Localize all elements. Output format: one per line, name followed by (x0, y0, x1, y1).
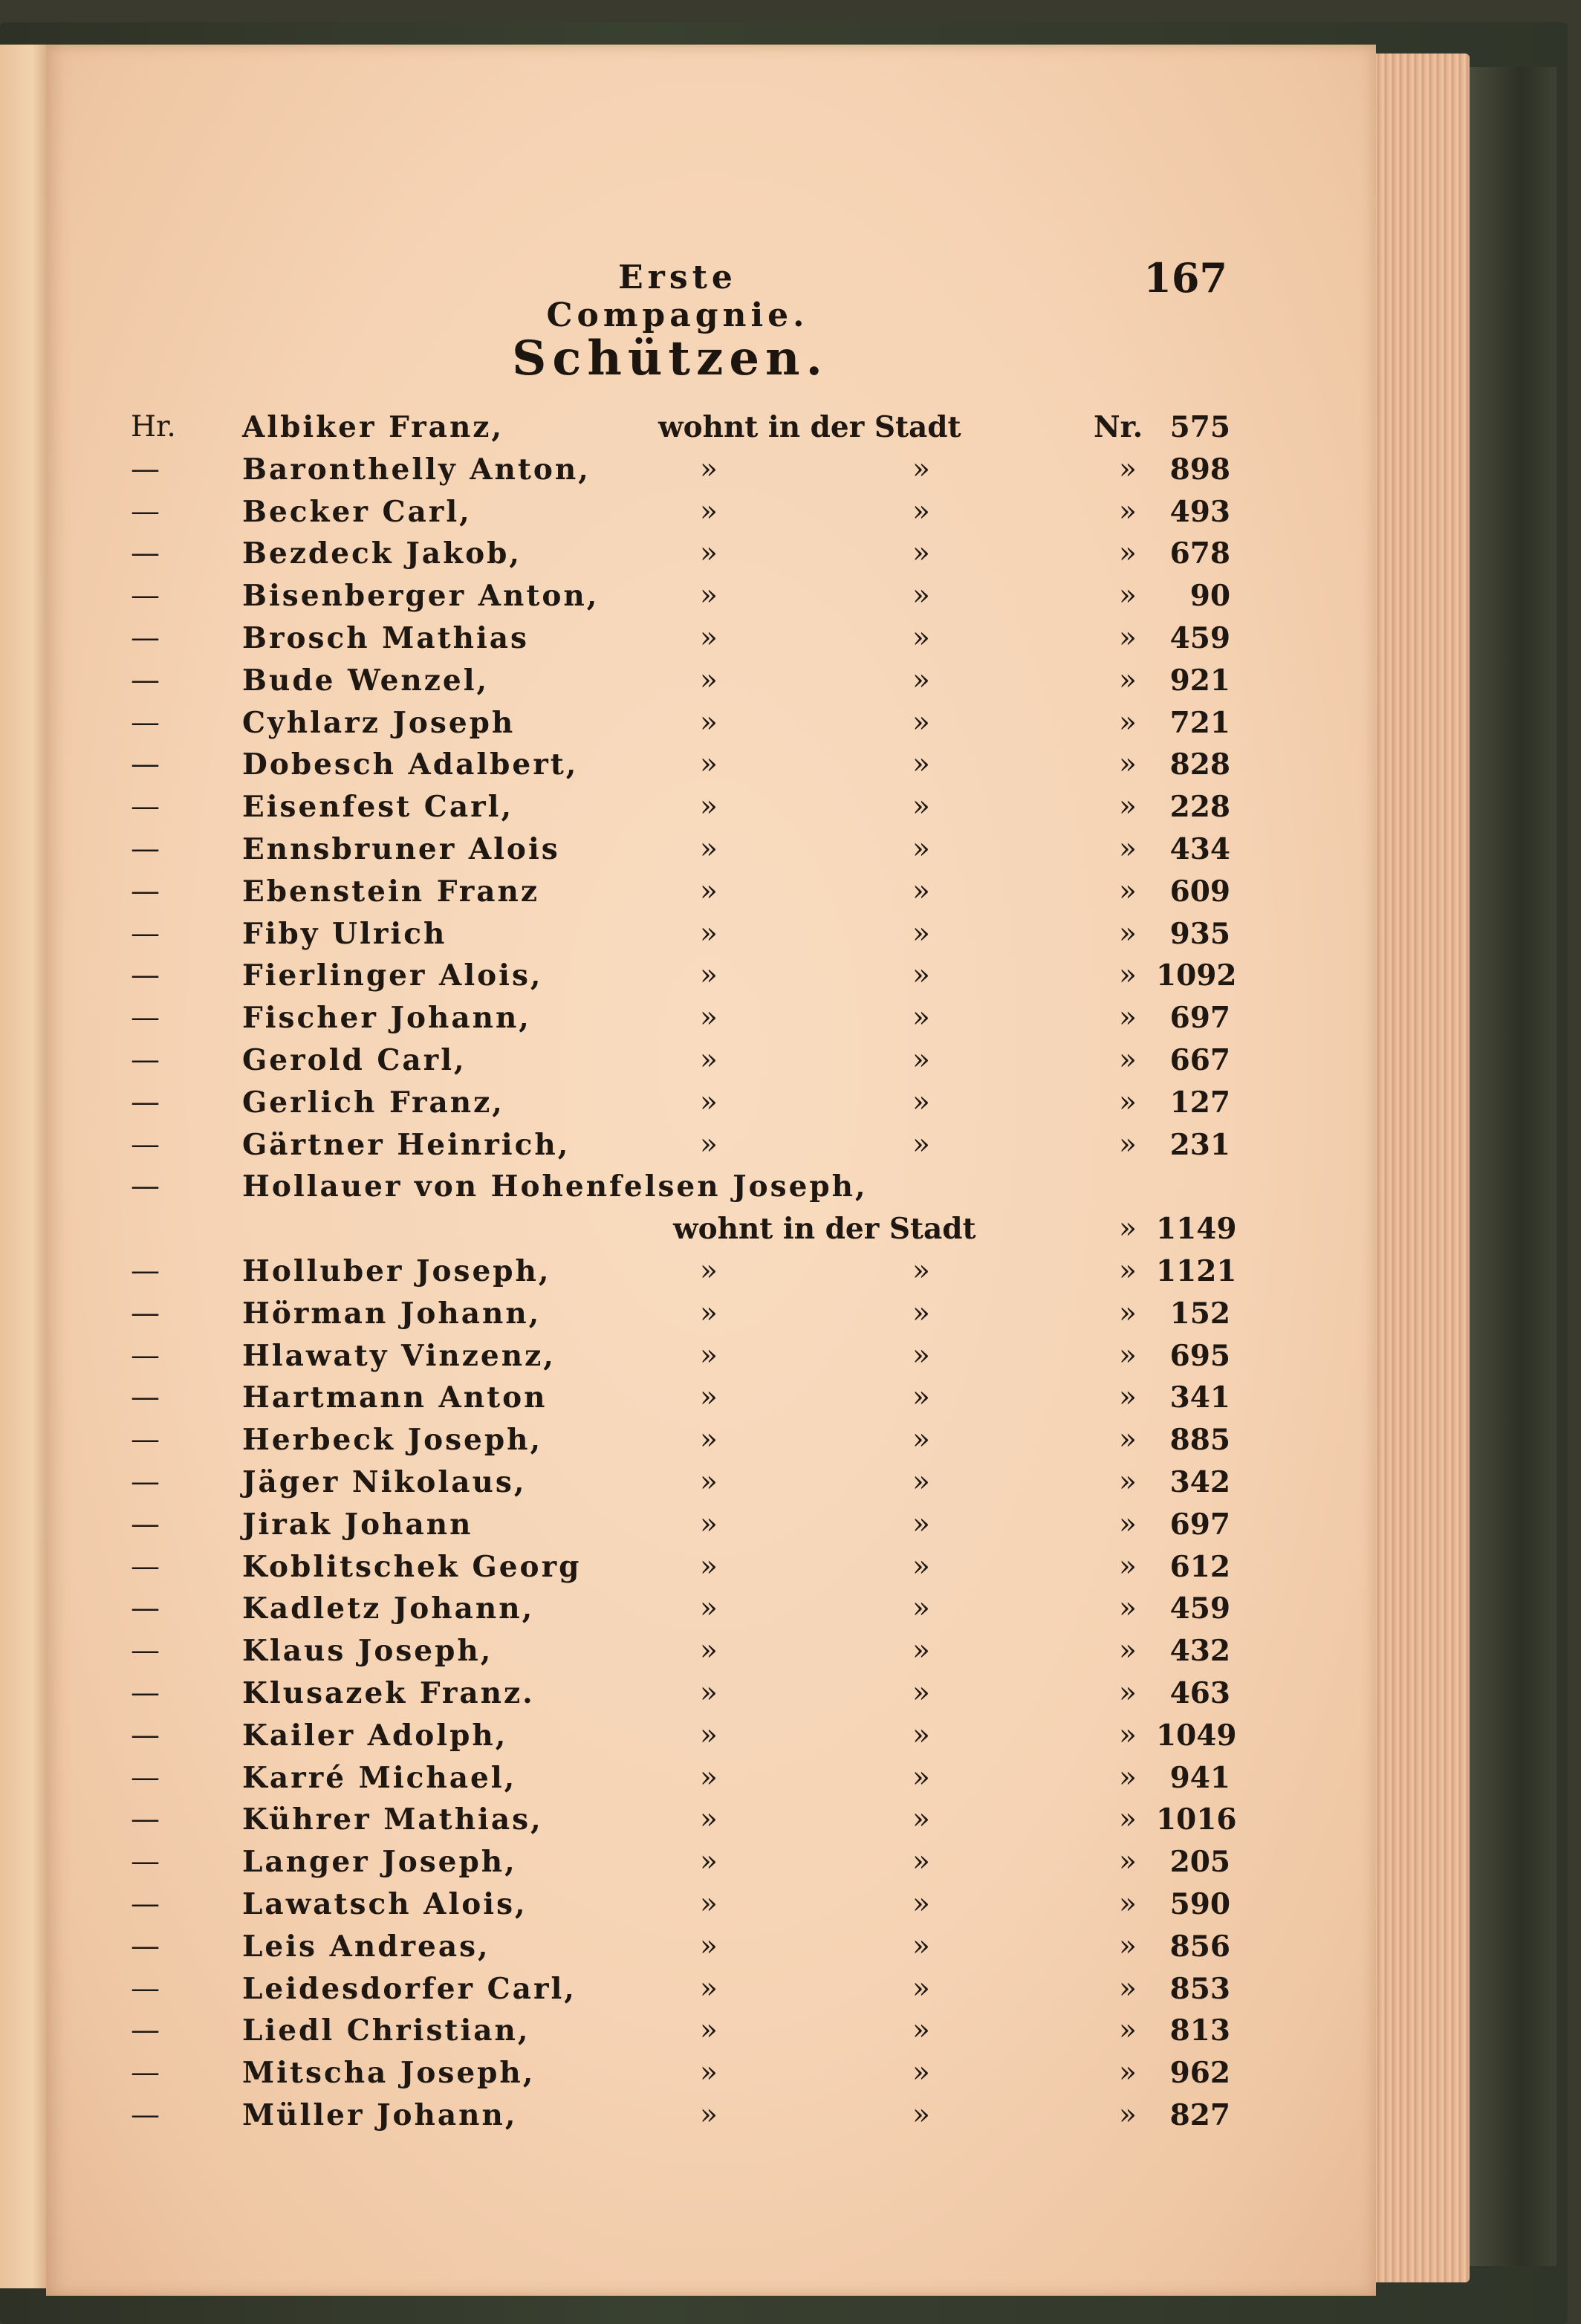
ditto-mark: » (700, 1127, 718, 1161)
ditto-mark: » (1119, 536, 1137, 571)
ditto-mark: » (912, 1338, 930, 1372)
ditto-mark: » (1119, 916, 1137, 950)
roster-name: Fiby Ulrich (242, 916, 447, 951)
ditto-mark: » (700, 1296, 718, 1330)
ditto-mark: » (1119, 2013, 1137, 2048)
roster-row (131, 1423, 1230, 1464)
roster-dash: — (131, 790, 160, 824)
roster-dash: — (131, 1591, 160, 1626)
roster-name: Fierlinger Alois, (242, 958, 543, 993)
ditto-mark: » (912, 747, 930, 782)
roster-number: 856 (1169, 1929, 1230, 1964)
roster-number: 1149 (1156, 1212, 1237, 1247)
ditto-mark: » (1119, 1802, 1137, 1837)
roster-name: Langer Joseph, (242, 1845, 517, 1880)
roster-number: 898 (1169, 452, 1230, 487)
roster-number: 921 (1169, 663, 1230, 698)
roster-prefix: Hr. (131, 410, 176, 444)
roster-number: 667 (1169, 1043, 1230, 1077)
ditto-mark: » (1119, 747, 1137, 782)
roster-dash: — (131, 536, 160, 571)
roster-row (131, 1169, 1230, 1211)
ditto-mark: » (1119, 1380, 1137, 1415)
ditto-mark: » (700, 1929, 718, 1963)
roster-name: Gerold Carl, (242, 1043, 467, 1077)
ditto-mark: » (700, 621, 718, 655)
roster-name: Fischer Johann, (242, 1001, 531, 1036)
roster-number: 941 (1169, 1760, 1230, 1795)
roster-number: 432 (1169, 1634, 1230, 1669)
roster-row (131, 663, 1230, 705)
roster-dash: — (131, 705, 160, 739)
roster-row (131, 1043, 1230, 1085)
roster-row (131, 1591, 1230, 1633)
ditto-mark: » (1119, 1085, 1137, 1119)
roster-number: 962 (1169, 2056, 1230, 2091)
ditto-mark: » (1119, 1296, 1137, 1330)
running-head: Erste Compagnie. (546, 259, 809, 334)
roster-number: 612 (1169, 1549, 1230, 1584)
ditto-mark: » (1119, 579, 1137, 613)
roster-dash: — (131, 1001, 160, 1035)
ditto-mark: » (700, 1591, 718, 1626)
roster-name: Eisenfest Carl, (242, 790, 514, 825)
roster-row (131, 1972, 1230, 2013)
ditto-mark: » (700, 832, 718, 866)
roster-name: Cyhlarz Joseph (242, 705, 516, 740)
roster-dash: — (131, 1254, 160, 1288)
roster-name: Bezdeck Jakob, (242, 536, 522, 571)
roster-number: 697 (1169, 1507, 1230, 1542)
page-number: 167 (1143, 254, 1227, 302)
roster-number: 1049 (1156, 1718, 1237, 1753)
ditto-mark: » (700, 2098, 718, 2132)
ditto-mark: » (912, 536, 930, 571)
roster-name: Kadletz Johann, (242, 1591, 535, 1626)
roster-name: Becker Carl, (242, 494, 472, 529)
ditto-mark: » (1119, 452, 1137, 486)
ditto-mark: » (700, 494, 718, 528)
ditto-mark: » (700, 1845, 718, 1879)
roster-row (131, 1507, 1230, 1549)
roster-row (131, 874, 1230, 916)
ditto-mark: » (700, 1802, 718, 1837)
ditto-mark: » (700, 2056, 718, 2090)
roster-name: Gerlich Franz, (242, 1085, 504, 1120)
roster-number: 342 (1169, 1465, 1230, 1499)
ditto-mark: » (912, 1887, 930, 1921)
roster-row (131, 1085, 1230, 1127)
ditto-mark: » (1119, 2098, 1137, 2132)
roster-row (131, 1845, 1230, 1886)
ditto-mark: » (700, 747, 718, 782)
ditto-mark: » (912, 2056, 930, 2090)
roster-row (131, 1465, 1230, 1507)
roster-number: 1016 (1156, 1802, 1237, 1837)
ditto-mark: » (912, 1296, 930, 1330)
ditto-mark: » (700, 1043, 718, 1077)
roster-name: Hlawaty Vinzenz, (242, 1338, 556, 1373)
roster-row (131, 706, 1230, 747)
ditto-mark: » (912, 874, 930, 908)
ditto-mark: » (700, 1001, 718, 1035)
ditto-mark: » (912, 1465, 930, 1499)
roster-number: 90 (1189, 579, 1230, 614)
ditto-mark: » (1119, 1549, 1137, 1583)
roster-dash: — (131, 2056, 160, 2090)
roster-row (131, 1128, 1230, 1169)
roster-name: Hörman Johann, (242, 1296, 542, 1331)
ditto-mark: » (912, 2098, 930, 2132)
ditto-mark: » (1119, 1718, 1137, 1752)
roster-dash: — (131, 2098, 160, 2132)
roster-number: 721 (1169, 705, 1230, 740)
roster-row (131, 747, 1230, 789)
roster-name: Jäger Nikolaus, (242, 1465, 527, 1499)
ditto-mark: » (1119, 1001, 1137, 1035)
roster-row (131, 621, 1230, 663)
ditto-mark: » (912, 1254, 930, 1288)
roster-dash: — (131, 1549, 160, 1583)
ditto-mark: » (1119, 874, 1137, 908)
roster-row (131, 2056, 1230, 2097)
roster-dash: — (131, 452, 160, 486)
ditto-mark: » (912, 663, 930, 697)
roster-row (131, 579, 1230, 620)
roster-row (131, 958, 1237, 1000)
roster-row (131, 536, 1230, 578)
ditto-mark: » (912, 705, 930, 739)
roster-number: 1121 (1156, 1254, 1237, 1288)
roster-dash: — (131, 621, 160, 655)
roster-number: 127 (1169, 1085, 1230, 1120)
roster-name: Dobesch Adalbert, (242, 747, 579, 782)
ditto-mark: » (912, 1634, 930, 1668)
ditto-mark: » (1119, 1845, 1137, 1879)
roster-number: 1092 (1156, 958, 1237, 993)
ditto-mark: » (1119, 958, 1137, 993)
roster-row (131, 1254, 1237, 1296)
roster-number: 205 (1169, 1845, 1230, 1880)
ditto-mark: » (912, 1507, 930, 1541)
roster-name: Klaus Joseph, (242, 1634, 493, 1669)
ditto-mark: » (1119, 1127, 1137, 1161)
ditto-mark: » (912, 621, 930, 655)
ditto-mark: » (912, 1845, 930, 1879)
roster-address: wohnt in der Stadt (673, 1212, 976, 1247)
ditto-mark: » (1119, 1760, 1137, 1794)
roster-number: 463 (1169, 1676, 1230, 1710)
ditto-mark: » (1119, 1338, 1137, 1372)
roster-number: 459 (1169, 621, 1230, 655)
roster-dash: — (131, 1929, 160, 1963)
ditto-mark: » (1119, 2056, 1137, 2090)
roster-dash: — (131, 1718, 160, 1752)
ditto-mark: » (700, 1676, 718, 1710)
ditto-mark: » (700, 1085, 718, 1119)
ditto-mark: » (912, 579, 930, 613)
roster-name: Ebenstein Franz (242, 874, 540, 909)
roster-number: 609 (1169, 874, 1230, 909)
roster-dash: — (131, 1507, 160, 1541)
roster-name: Holluber Joseph, (242, 1254, 551, 1288)
ditto-mark: » (1119, 832, 1137, 866)
roster-name: Bisenberger Anton, (242, 579, 600, 614)
ditto-mark: » (912, 1718, 930, 1752)
ditto-mark: » (700, 452, 718, 486)
roster-name: Leidesdorfer Carl, (242, 1971, 577, 2006)
roster-row (131, 410, 1230, 452)
ditto-mark: » (912, 832, 930, 866)
roster-number: 697 (1169, 1001, 1230, 1036)
roster-dash: — (131, 1127, 160, 1161)
ditto-mark: » (1119, 1929, 1137, 1963)
roster-name: Kührer Mathias, (242, 1802, 543, 1837)
roster-dash: — (131, 1296, 160, 1330)
ditto-mark: » (1119, 1465, 1137, 1499)
roster-name: Brosch Mathias (242, 621, 530, 655)
roster-row (131, 495, 1230, 536)
ditto-mark: » (912, 958, 930, 993)
roster-row (131, 790, 1230, 831)
roster-name: Kailer Adolph, (242, 1718, 508, 1753)
roster-name: Herbeck Joseph, (242, 1423, 543, 1458)
roster-row (131, 2013, 1230, 2055)
roster-dash: — (131, 916, 160, 950)
ditto-mark: » (912, 1676, 930, 1710)
roster-dash: — (131, 874, 160, 908)
ditto-mark: » (1119, 1676, 1137, 1710)
ditto-mark: » (700, 1254, 718, 1288)
ditto-mark: » (700, 705, 718, 739)
ditto-mark: » (912, 2013, 930, 2048)
ditto-mark: » (912, 494, 930, 528)
roster-dash: — (131, 1971, 160, 2005)
roster-nr-label: Nr. (1094, 410, 1143, 444)
roster-name: Baronthelly Anton, (242, 452, 591, 487)
roster-name: Gärtner Heinrich, (242, 1127, 571, 1162)
ditto-mark: » (912, 1802, 930, 1837)
ditto-mark: » (1119, 1254, 1137, 1288)
previous-page-edge (0, 45, 46, 2288)
roster-number: 853 (1169, 1971, 1230, 2006)
roster-dash: — (131, 1043, 160, 1077)
ditto-mark: » (700, 916, 718, 950)
roster-dash: — (131, 1634, 160, 1668)
roster-dash: — (131, 958, 160, 993)
ditto-mark: » (912, 1929, 930, 1963)
ditto-mark: » (912, 1380, 930, 1415)
roster-dash: — (131, 832, 160, 866)
book-page (46, 45, 1376, 2296)
roster-name: Ennsbruner Alois (242, 832, 560, 866)
ditto-mark: » (912, 1043, 930, 1077)
ditto-mark: » (912, 1760, 930, 1794)
ditto-mark: » (700, 1634, 718, 1668)
roster-number: 434 (1169, 832, 1230, 866)
roster-name: Klusazek Franz. (242, 1676, 535, 1710)
roster-name: Jirak Johann (242, 1507, 473, 1542)
ditto-mark: » (700, 1887, 718, 1921)
roster-dash: — (131, 1465, 160, 1499)
roster-name: Hartmann Anton (242, 1380, 548, 1415)
roster-row (131, 1676, 1230, 1718)
roster-row (131, 1380, 1230, 1422)
ditto-mark: » (912, 790, 930, 824)
roster-number: 885 (1169, 1423, 1230, 1458)
roster-row (131, 452, 1230, 494)
book-cover-edge (1467, 67, 1556, 2266)
roster-dash: — (131, 747, 160, 782)
section-title: Schützen. (512, 331, 828, 386)
roster-row (131, 1550, 1230, 1591)
ditto-mark: » (912, 916, 930, 950)
roster-dash: — (131, 1760, 160, 1794)
ditto-mark: » (700, 1423, 718, 1457)
ditto-mark: » (700, 1760, 718, 1794)
ditto-mark: » (1119, 1043, 1137, 1077)
ditto-mark: » (700, 1380, 718, 1415)
roster-row (131, 1761, 1230, 1802)
roster-dash: — (131, 1802, 160, 1837)
roster-number: 575 (1169, 410, 1230, 444)
ditto-mark: » (1119, 1423, 1137, 1457)
roster-name: Albiker Franz, (242, 410, 504, 444)
ditto-mark: » (912, 452, 930, 486)
ditto-mark: » (1119, 663, 1137, 697)
roster-number: 828 (1169, 747, 1230, 782)
ditto-mark: » (1119, 1634, 1137, 1668)
ditto-mark: » (912, 1127, 930, 1161)
roster-dash: — (131, 1423, 160, 1457)
roster-number: 341 (1169, 1380, 1230, 1415)
roster-row (131, 917, 1230, 958)
ditto-mark: » (700, 536, 718, 571)
roster-dash: — (131, 1380, 160, 1415)
roster-dash: — (131, 1169, 160, 1204)
roster-dash: — (131, 579, 160, 613)
roster-name: Bude Wenzel, (242, 663, 490, 698)
ditto-mark: » (700, 1718, 718, 1752)
page-stack-edge (1373, 53, 1470, 2282)
roster-number: 228 (1169, 790, 1230, 825)
roster-address: wohnt in der Stadt (658, 410, 961, 444)
roster-name: Mitscha Joseph, (242, 2056, 536, 2091)
roster-number: 493 (1169, 494, 1230, 529)
roster-number: 827 (1169, 2098, 1230, 2132)
roster-row (131, 1887, 1230, 1929)
roster-name: Liedl Christian, (242, 2013, 530, 2048)
ditto-mark: » (700, 1465, 718, 1499)
ditto-mark: » (1119, 1971, 1137, 2005)
roster-dash: — (131, 1845, 160, 1879)
ditto-mark: » (1119, 1887, 1137, 1921)
roster-row (131, 1296, 1230, 1338)
roster-row (131, 1718, 1237, 1760)
ditto-mark: » (700, 1507, 718, 1541)
roster-number: 695 (1169, 1338, 1230, 1373)
ditto-mark: » (700, 958, 718, 993)
roster-row (131, 832, 1230, 874)
ditto-mark: » (912, 1591, 930, 1626)
ditto-mark: » (1119, 1212, 1137, 1246)
roster-row (131, 2098, 1230, 2140)
ditto-mark: » (912, 1971, 930, 2005)
roster-number: 590 (1169, 1887, 1230, 1921)
roster-name: Koblitschek Georg (242, 1549, 582, 1584)
roster-row (131, 1634, 1230, 1675)
ditto-mark: » (1119, 1591, 1137, 1626)
ditto-mark: » (1119, 1507, 1137, 1541)
roster-number: 678 (1169, 536, 1230, 571)
ditto-mark: » (912, 1001, 930, 1035)
roster-dash: — (131, 1338, 160, 1372)
roster-number: 152 (1169, 1296, 1230, 1331)
ditto-mark: » (912, 1423, 930, 1457)
roster-name: Karré Michael, (242, 1760, 517, 1795)
roster-dash: — (131, 663, 160, 697)
ditto-mark: » (1119, 494, 1137, 528)
ditto-mark: » (1119, 621, 1137, 655)
roster-dash: — (131, 1887, 160, 1921)
roster-row (131, 1339, 1230, 1380)
roster-dash: — (131, 1085, 160, 1119)
roster-number: 813 (1169, 2013, 1230, 2048)
ditto-mark: » (1119, 790, 1137, 824)
roster-dash: — (131, 2013, 160, 2048)
ditto-mark: » (1119, 705, 1137, 739)
ditto-mark: » (700, 790, 718, 824)
ditto-mark: » (700, 663, 718, 697)
ditto-mark: » (700, 1549, 718, 1583)
roster-row (131, 1001, 1230, 1042)
ditto-mark: » (700, 579, 718, 613)
roster-name: Leis Andreas, (242, 1929, 490, 1964)
roster-dash: — (131, 494, 160, 528)
ditto-mark: » (912, 1549, 930, 1583)
roster-row-continuation (131, 1212, 1237, 1253)
ditto-mark: » (912, 1085, 930, 1119)
roster-name: Hollauer von Hohenfelsen Joseph, (242, 1169, 868, 1204)
ditto-mark: » (700, 2013, 718, 2048)
roster-number: 231 (1169, 1127, 1230, 1162)
roster-name: Müller Johann, (242, 2098, 518, 2132)
roster-row (131, 1929, 1230, 1971)
roster-number: 935 (1169, 916, 1230, 951)
ditto-mark: » (700, 874, 718, 908)
roster-name: Lawatsch Alois, (242, 1887, 527, 1921)
roster-dash: — (131, 1676, 160, 1710)
roster-row (131, 1802, 1237, 1844)
roster-number: 459 (1169, 1591, 1230, 1626)
ditto-mark: » (700, 1338, 718, 1372)
ditto-mark: » (700, 1971, 718, 2005)
